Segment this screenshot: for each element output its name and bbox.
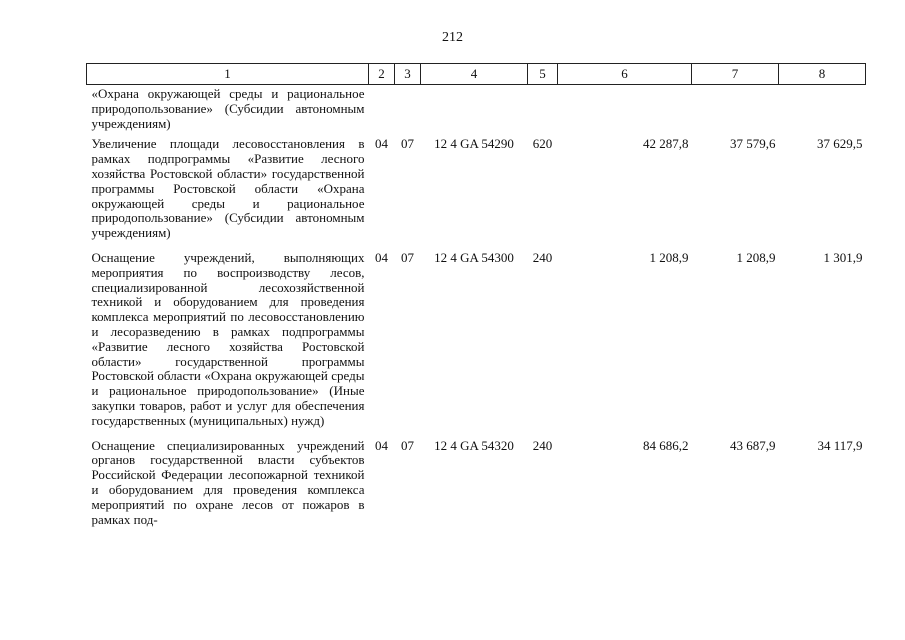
- column-header-2: 2: [369, 64, 395, 85]
- row-section-code: 04: [375, 249, 388, 265]
- table-row: [87, 245, 866, 433]
- budget-table: [86, 63, 866, 531]
- row-amount-col6: 84 686,2: [643, 437, 689, 453]
- row-subsection-code: 07: [401, 249, 414, 265]
- table-row: [87, 433, 866, 532]
- row-expense-type: 620: [532, 136, 553, 152]
- table-row: [87, 131, 866, 245]
- row-amount-col7: 1 208,9: [736, 249, 776, 265]
- row-description: Оснащение специализированных учреждений органов государственной власти субъектов Российской Федерации лесопожарной техникой и оборудованием для проведения комплекса мероприятий по охране лесов от пожаров в рамках под-: [91, 437, 365, 527]
- column-header-3: 3: [395, 64, 421, 85]
- row-target-article: 12 4 GA 54320: [434, 437, 514, 453]
- row-target-article: 12 4 GA 54300: [434, 249, 514, 265]
- column-header-4: 4: [421, 64, 528, 85]
- column-header-5: 5: [528, 64, 558, 85]
- row-amount-col6: 42 287,8: [643, 136, 689, 152]
- row-amount-col8: 37 629,5: [817, 136, 863, 152]
- row-description: Оснащение учреждений, выполняющих мероприятия по воспроизводству лесов, специализированной лесохозяйственной техникой и оборудованием для проведения комплекса мероприятий по лесовосстановлению и лесоразведению в рамках подпрограммы «Развитие лесного хозяйства Ростовской области» государственной программы Ростовской области «Охрана окружающей среды и рациональное природопользование» (Иные закупки товаров, работ и услуг для обеспечения государственных (муниципальных) нужд): [91, 249, 365, 428]
- page-number: 212: [442, 30, 463, 45]
- row-amount-col7: 43 687,9: [730, 437, 776, 453]
- row-amount-col8: 34 117,9: [817, 437, 863, 453]
- row-expense-type: 240: [532, 249, 553, 265]
- column-header-6: 6: [558, 64, 692, 85]
- row-subsection-code: 07: [401, 437, 414, 453]
- row-amount-col6: 1 208,9: [649, 249, 689, 265]
- column-header-8: 8: [779, 64, 866, 85]
- row-description: Увеличение площади лесовосстановления в рамках подпрограммы «Развитие лесного хозяйства Ростовской области» государственной программы Ростовской области «Охрана окружающей среды и рациональное природопользование» (Субсидии автономным учреждениям): [91, 136, 365, 241]
- row-target-article: 12 4 GA 54290: [434, 136, 514, 152]
- row-amount-col7: 37 579,6: [730, 136, 776, 152]
- row-section-code: 04: [375, 437, 388, 453]
- row-expense-type: 240: [532, 437, 553, 453]
- column-header-1: 1: [87, 64, 369, 85]
- row-subsection-code: 07: [401, 136, 414, 152]
- row-description: «Охрана окружающей среды и рациональное природопользование» (Субсидии автономным учреждениям): [91, 86, 365, 131]
- row-section-code: 04: [375, 136, 388, 152]
- column-number-row: [87, 64, 866, 85]
- row-amount-col8: 1 301,9: [823, 249, 863, 265]
- table-row-continuation: [87, 85, 866, 132]
- column-header-7: 7: [692, 64, 779, 85]
